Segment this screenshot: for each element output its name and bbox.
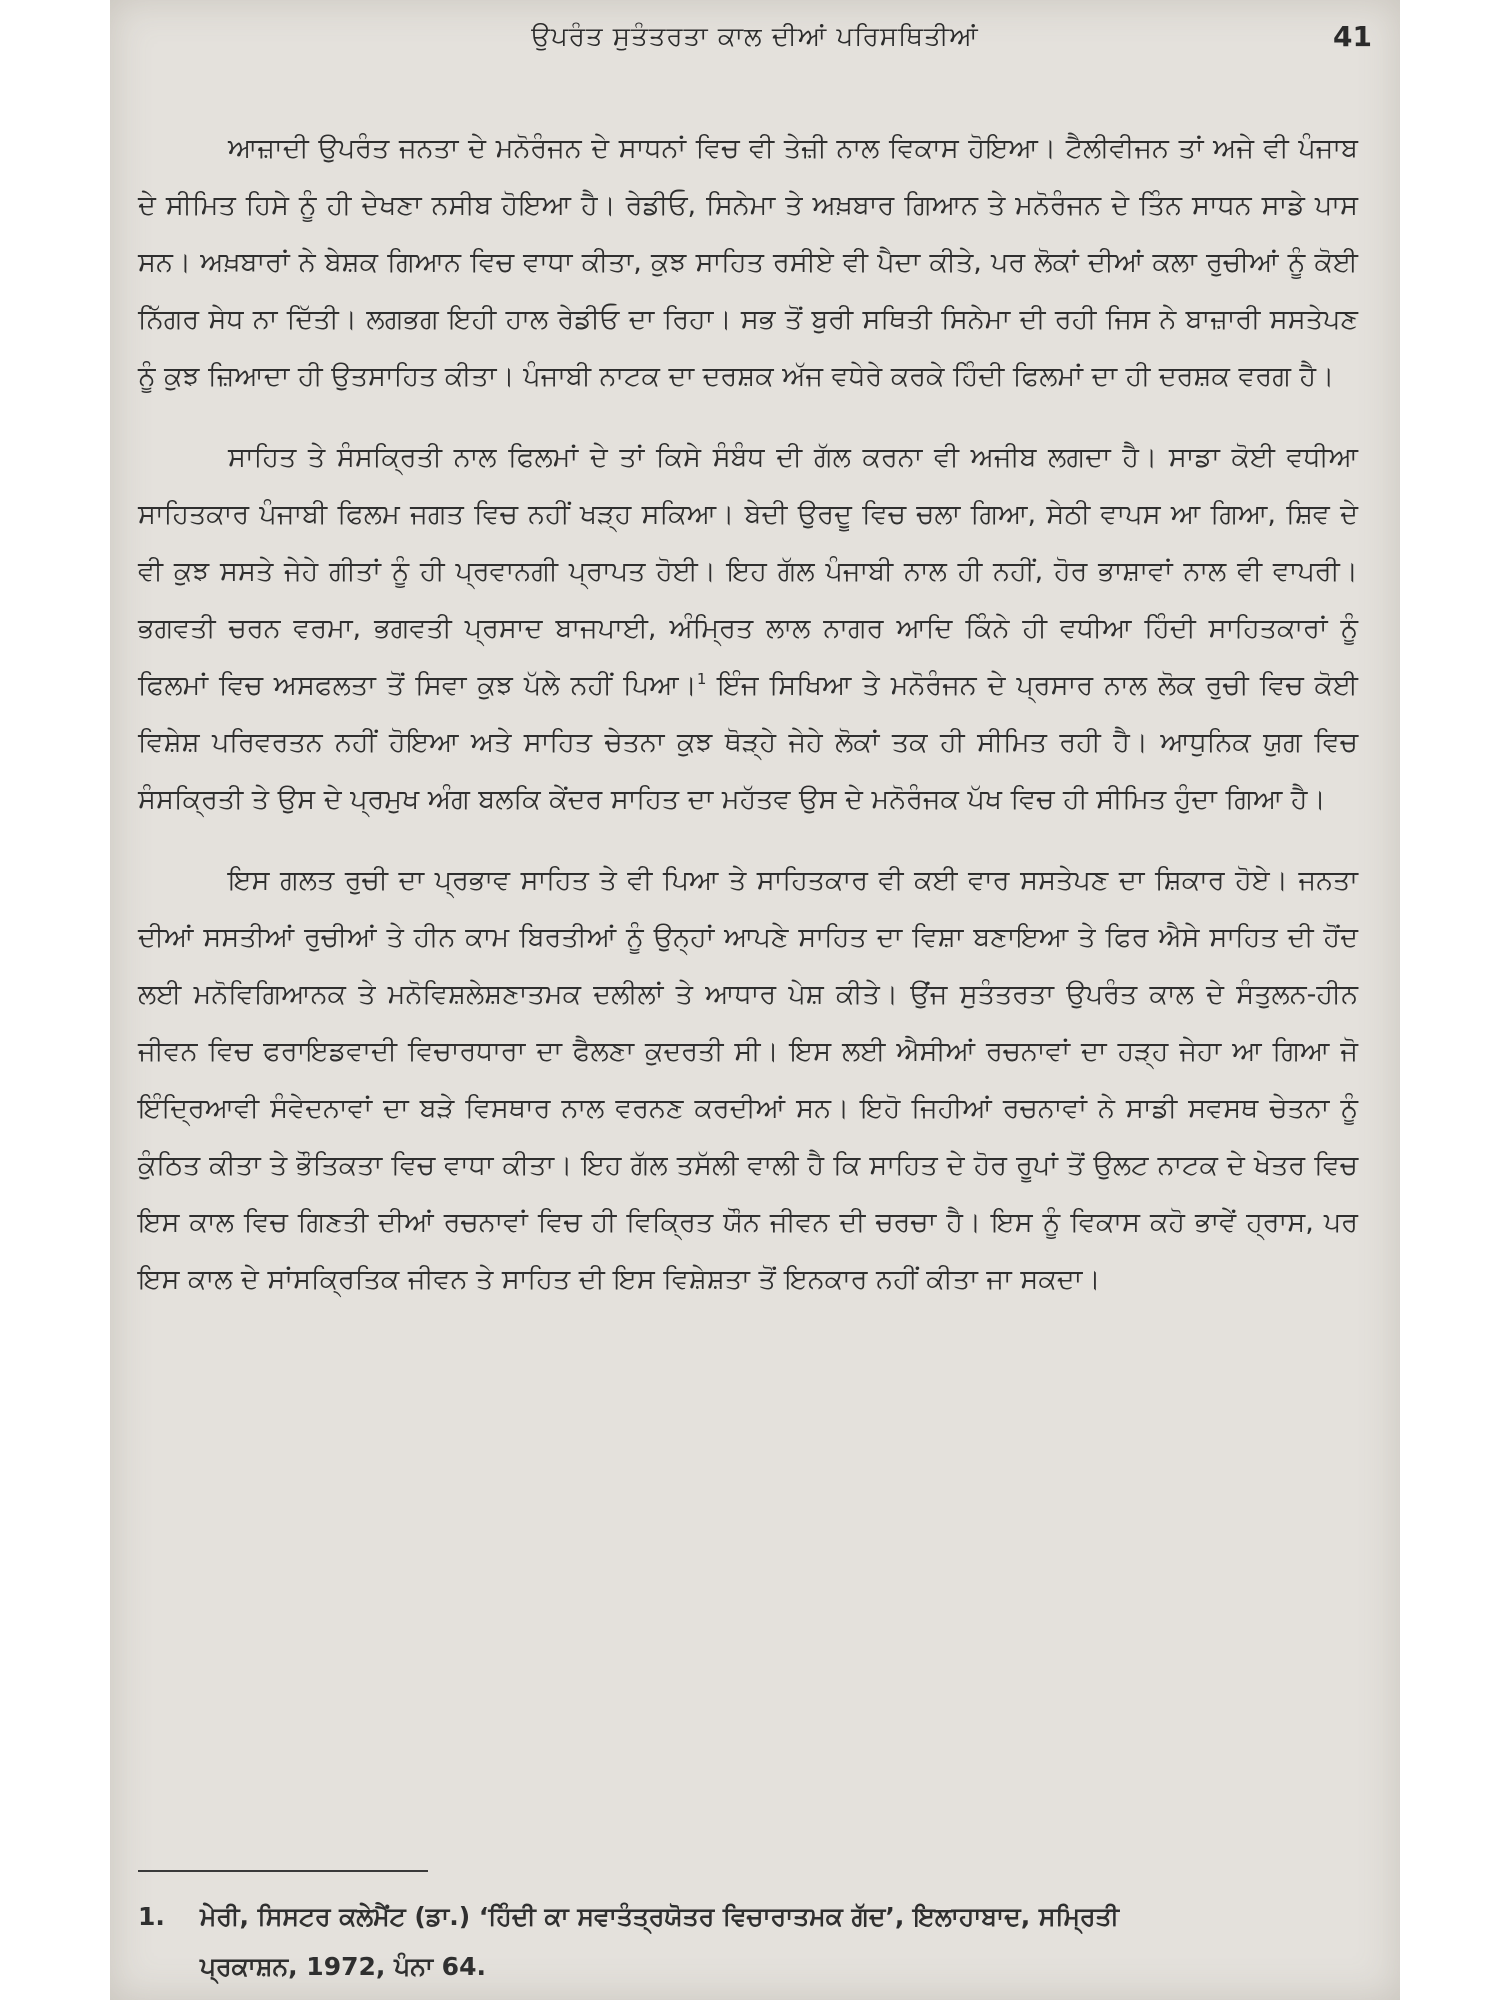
paragraph-2-part-1: ਸਾਹਿਤ ਤੇ ਸੰਸਕ੍ਰਿਤੀ ਨਾਲ ਫਿਲਮਾਂ ਦੇ ਤਾਂ ਕਿਸੇ ਸੰਬੰਧ ਦੀ ਗੱਲ ਕਰਨਾ ਵੀ ਅਜੀਬ ਲਗਦਾ ਹੈ। ਸਾਡਾ ਕੋਈ ਵਧੀਆ ਸਾਹਿਤਕਾਰ ਪੰਜਾਬੀ ਫਿਲਮ ਜਗਤ ਵਿਚ ਨਹੀਂ ਖੜ੍ਹ ਸਕਿਆ। ਬੇਦੀ ਉਰਦੂ ਵਿਚ ਚਲਾ ਗਿਆ, ਸੇਠੀ ਵਾਪਸ ਆ ਗਿਆ, ਸ਼ਿਵ ਦੇ ਵੀ ਕੁਝ ਸਸਤੇ ਜੇਹੇ ਗੀਤਾਂ ਨੂੰ ਹੀ ਪ੍ਰਵਾਨਗੀ ਪ੍ਰਾਪਤ ਹੋਈ। ਇਹ ਗੱਲ ਪੰਜਾਬੀ ਨਾਲ ਹੀ ਨਹੀਂ, ਹੋਰ ਭਾਸ਼ਾਵਾਂ ਨਾਲ ਵੀ ਵਾਪਰੀ। ਭਗਵਤੀ ਚਰਨ ਵਰਮਾ, ਭਗਵਤੀ ਪ੍ਰਸਾਦ ਬਾਜਪਾਈ, ਅੰਮ੍ਰਿਤ ਲਾਲ ਨਾਗਰ ਆਦਿ ਕਿੰਨੇ ਹੀ ਵਧੀਆ ਹਿੰਦੀ ਸਾਹਿਤਕਾਰਾਂ ਨੂੰ ਫਿਲਮਾਂ ਵਿਚ ਅਸਫਲਤਾ ਤੋਂ ਸਿਵਾ ਕੁਝ ਪੱਲੇ ਨਹੀਂ ਪਿਆ। (138, 442, 1358, 701)
paragraph-1: ਆਜ਼ਾਦੀ ਉਪਰੰਤ ਜਨਤਾ ਦੇ ਮਨੋਰੰਜਨ ਦੇ ਸਾਧਨਾਂ ਵਿਚ ਵੀ ਤੇਜ਼ੀ ਨਾਲ ਵਿਕਾਸ ਹੋਇਆ। ਟੈਲੀਵੀਜਨ ਤਾਂ ਅਜੇ ਵੀ ਪੰਜਾਬ ਦੇ ਸੀਮਿਤ ਹਿਸੇ ਨੂੰ ਹੀ ਦੇਖਣਾ ਨਸੀਬ ਹੋਇਆ ਹੈ। ਰੇਡੀਓ, ਸਿਨੇਮਾ ਤੇ ਅਖ਼ਬਾਰ ਗਿਆਨ ਤੇ ਮਨੋਰੰਜਨ ਦੇ ਤਿੰਨ ਸਾਧਨ ਸਾਡੇ ਪਾਸ ਸਨ। ਅਖ਼ਬਾਰਾਂ ਨੇ ਬੇਸ਼ਕ ਗਿਆਨ ਵਿਚ ਵਾਧਾ ਕੀਤਾ, ਕੁਝ ਸਾਹਿਤ ਰਸੀਏ ਵੀ ਪੈਦਾ ਕੀਤੇ, ਪਰ ਲੋਕਾਂ ਦੀਆਂ ਕਲਾ ਰੁਚੀਆਂ ਨੂੰ ਕੋਈ ਨਿੱਗਰ ਸੇਧ ਨਾ ਦਿੱਤੀ। ਲਗਭਗ ਇਹੀ ਹਾਲ ਰੇਡੀਓ ਦਾ ਰਿਹਾ। ਸਭ ਤੋਂ ਬੁਰੀ ਸਥਿਤੀ ਸਿਨੇਮਾ ਦੀ ਰਹੀ ਜਿਸ ਨੇ ਬਾਜ਼ਾਰੀ ਸਸਤੇਪਣ ਨੂੰ ਕੁਝ ਜ਼ਿਆਦਾ ਹੀ ਉਤਸਾਹਿਤ ਕੀਤਾ। ਪੰਜਾਬੀ ਨਾਟਕ ਦਾ ਦਰਸ਼ਕ ਅੱਜ ਵਧੇਰੇ ਕਰਕੇ ਹਿੰਦੀ ਫਿਲਮਾਂ ਦਾ ਹੀ ਦਰਸ਼ਕ ਵਰਗ ਹੈ। (138, 133, 1358, 392)
footnote-line-1 (138, 1892, 1358, 1942)
footnote-number: 1. (138, 1902, 165, 1931)
paragraph-2 (138, 429, 1358, 828)
footnote (138, 1892, 1358, 1992)
paragraph-2-part-2: ਇੰਜ ਸਿਖਿਆ ਤੇ ਮਨੋਰੰਜਨ ਦੇ ਪ੍ਰਸਾਰ ਨਾਲ ਲੋਕ ਰੁਚੀ ਵਿਚ ਕੋਈ ਵਿਸ਼ੇਸ਼ ਪਰਿਵਰਤਨ ਨਹੀਂ ਹੋਇਆ ਅਤੇ ਸਾਹਿਤ ਚੇਤਨਾ ਕੁਝ ਥੋੜ੍ਹੇ ਜੇਹੇ ਲੋਕਾਂ ਤਕ ਹੀ ਸੀਮਿਤ ਰਹੀ ਹੈ। ਆਧੁਨਿਕ ਯੁਗ ਵਿਚ ਸੰਸਕ੍ਰਿਤੀ ਤੇ ਉਸ ਦੇ ਪ੍ਰਮੁਖ ਅੰਗ ਬਲਕਿ ਕੇਂਦਰ ਸਾਹਿਤ ਦਾ ਮਹੱਤਵ ਉਸ ਦੇ ਮਨੋਰੰਜਕ ਪੱਖ ਵਿਚ ਹੀ ਸੀਮਿਤ ਹੁੰਦਾ ਗਿਆ ਹੈ। (138, 670, 1358, 815)
page-number: 41 (1333, 20, 1372, 53)
book-page (110, 0, 1400, 2000)
body-text (138, 120, 1358, 1328)
paragraph-3: ਇਸ ਗਲਤ ਰੁਚੀ ਦਾ ਪ੍ਰਭਾਵ ਸਾਹਿਤ ਤੇ ਵੀ ਪਿਆ ਤੇ ਸਾਹਿਤਕਾਰ ਵੀ ਕਈ ਵਾਰ ਸਸਤੇਪਣ ਦਾ ਸ਼ਿਕਾਰ ਹੋਏ। ਜਨਤਾ ਦੀਆਂ ਸਸਤੀਆਂ ਰੁਚੀਆਂ ਤੇ ਹੀਨ ਕਾਮ ਬਿਰਤੀਆਂ ਨੂੰ ਉਨ੍ਹਾਂ ਆਪਣੇ ਸਾਹਿਤ ਦਾ ਵਿਸ਼ਾ ਬਣਾਇਆ ਤੇ ਫਿਰ ਐਸੇ ਸਾਹਿਤ ਦੀ ਹੋਂਦ ਲਈ ਮਨੋਵਿਗਿਆਨਕ ਤੇ ਮਨੋਵਿਸ਼ਲੇਸ਼ਣਾਤਮਕ ਦਲੀਲਾਂ ਤੇ ਆਧਾਰ ਪੇਸ਼ ਕੀਤੇ। ਉਂਜ ਸੁਤੰਤਰਤਾ ਉਪਰੰਤ ਕਾਲ ਦੇ ਸੰਤੁਲਨ-ਹੀਨ ਜੀਵਨ ਵਿਚ ਫਰਾਇਡਵਾਦੀ ਵਿਚਾਰਧਾਰਾ ਦਾ ਫੈਲਣਾ ਕੁਦਰਤੀ ਸੀ। ਇਸ ਲਈ ਐਸੀਆਂ ਰਚਨਾਵਾਂ ਦਾ ਹੜ੍ਹ ਜੇਹਾ ਆ ਗਿਆ ਜੋ ਇੰਦ੍ਰਿਆਵੀ ਸੰਵੇਦਨਾਵਾਂ ਦਾ ਬੜੇ ਵਿਸਥਾਰ ਨਾਲ ਵਰਨਣ ਕਰਦੀਆਂ ਸਨ। ਇਹੋ ਜਿਹੀਆਂ ਰਚਨਾਵਾਂ ਨੇ ਸਾਡੀ ਸਵਸਥ ਚੇਤਨਾ ਨੂੰ ਕੁੰਠਿਤ ਕੀਤਾ ਤੇ ਭੌਤਿਕਤਾ ਵਿਚ ਵਾਧਾ ਕੀਤਾ। ਇਹ ਗੱਲ ਤਸੱਲੀ ਵਾਲੀ ਹੈ ਕਿ ਸਾਹਿਤ ਦੇ ਹੋਰ ਰੂਪਾਂ ਤੋਂ ਉਲਟ ਨਾਟਕ ਦੇ ਖੇਤਰ ਵਿਚ ਇਸ ਕਾਲ ਵਿਚ ਗਿਣਤੀ ਦੀਆਂ ਰਚਨਾਵਾਂ ਵਿਚ ਹੀ ਵਿਕ੍ਰਿਤ ਯੌਨ ਜੀਵਨ ਦੀ ਚਰਚਾ ਹੈ। ਇਸ ਨੂੰ ਵਿਕਾਸ ਕਹੋ ਭਾਵੇਂ ਹ੍ਰਾਸ, ਪਰ ਇਸ ਕਾਲ ਦੇ ਸਾਂਸਕ੍ਰਿਤਿਕ ਜੀਵਨ ਤੇ ਸਾਹਿਤ ਦੀ ਇਸ ਵਿਸ਼ੇਸ਼ਤਾ ਤੋਂ ਇਨਕਾਰ ਨਹੀਂ ਕੀਤਾ ਜਾ ਸਕਦਾ। (138, 865, 1358, 1295)
footnote-text-1: ਮੇਰੀ, ਸਿਸਟਰ ਕਲੇਮੈਂਟ (ਡਾ.) ‘ਹਿੰਦੀ ਕਾ ਸਵਾਤੰਤ੍ਰਯੋਤਰ ਵਿਚਾਰਾਤਮਕ ਗੱਦ’, ਇਲਾਹਾਬਾਦ, ਸਮ੍ਰਿਤੀ (200, 1902, 1120, 1931)
footnote-reference-mark: 1 (696, 670, 707, 688)
footnote-divider (138, 1870, 428, 1872)
footnote-line-2: ਪ੍ਰਕਾਸ਼ਨ, 1972, ਪੰਨਾ 64. (200, 1952, 486, 1981)
running-head-title: ਉਪਰੰਤ ਸੁਤੰਤਰਤਾ ਕਾਲ ਦੀਆਂ ਪਰਿਸਥਿਤੀਆਂ (531, 22, 979, 52)
